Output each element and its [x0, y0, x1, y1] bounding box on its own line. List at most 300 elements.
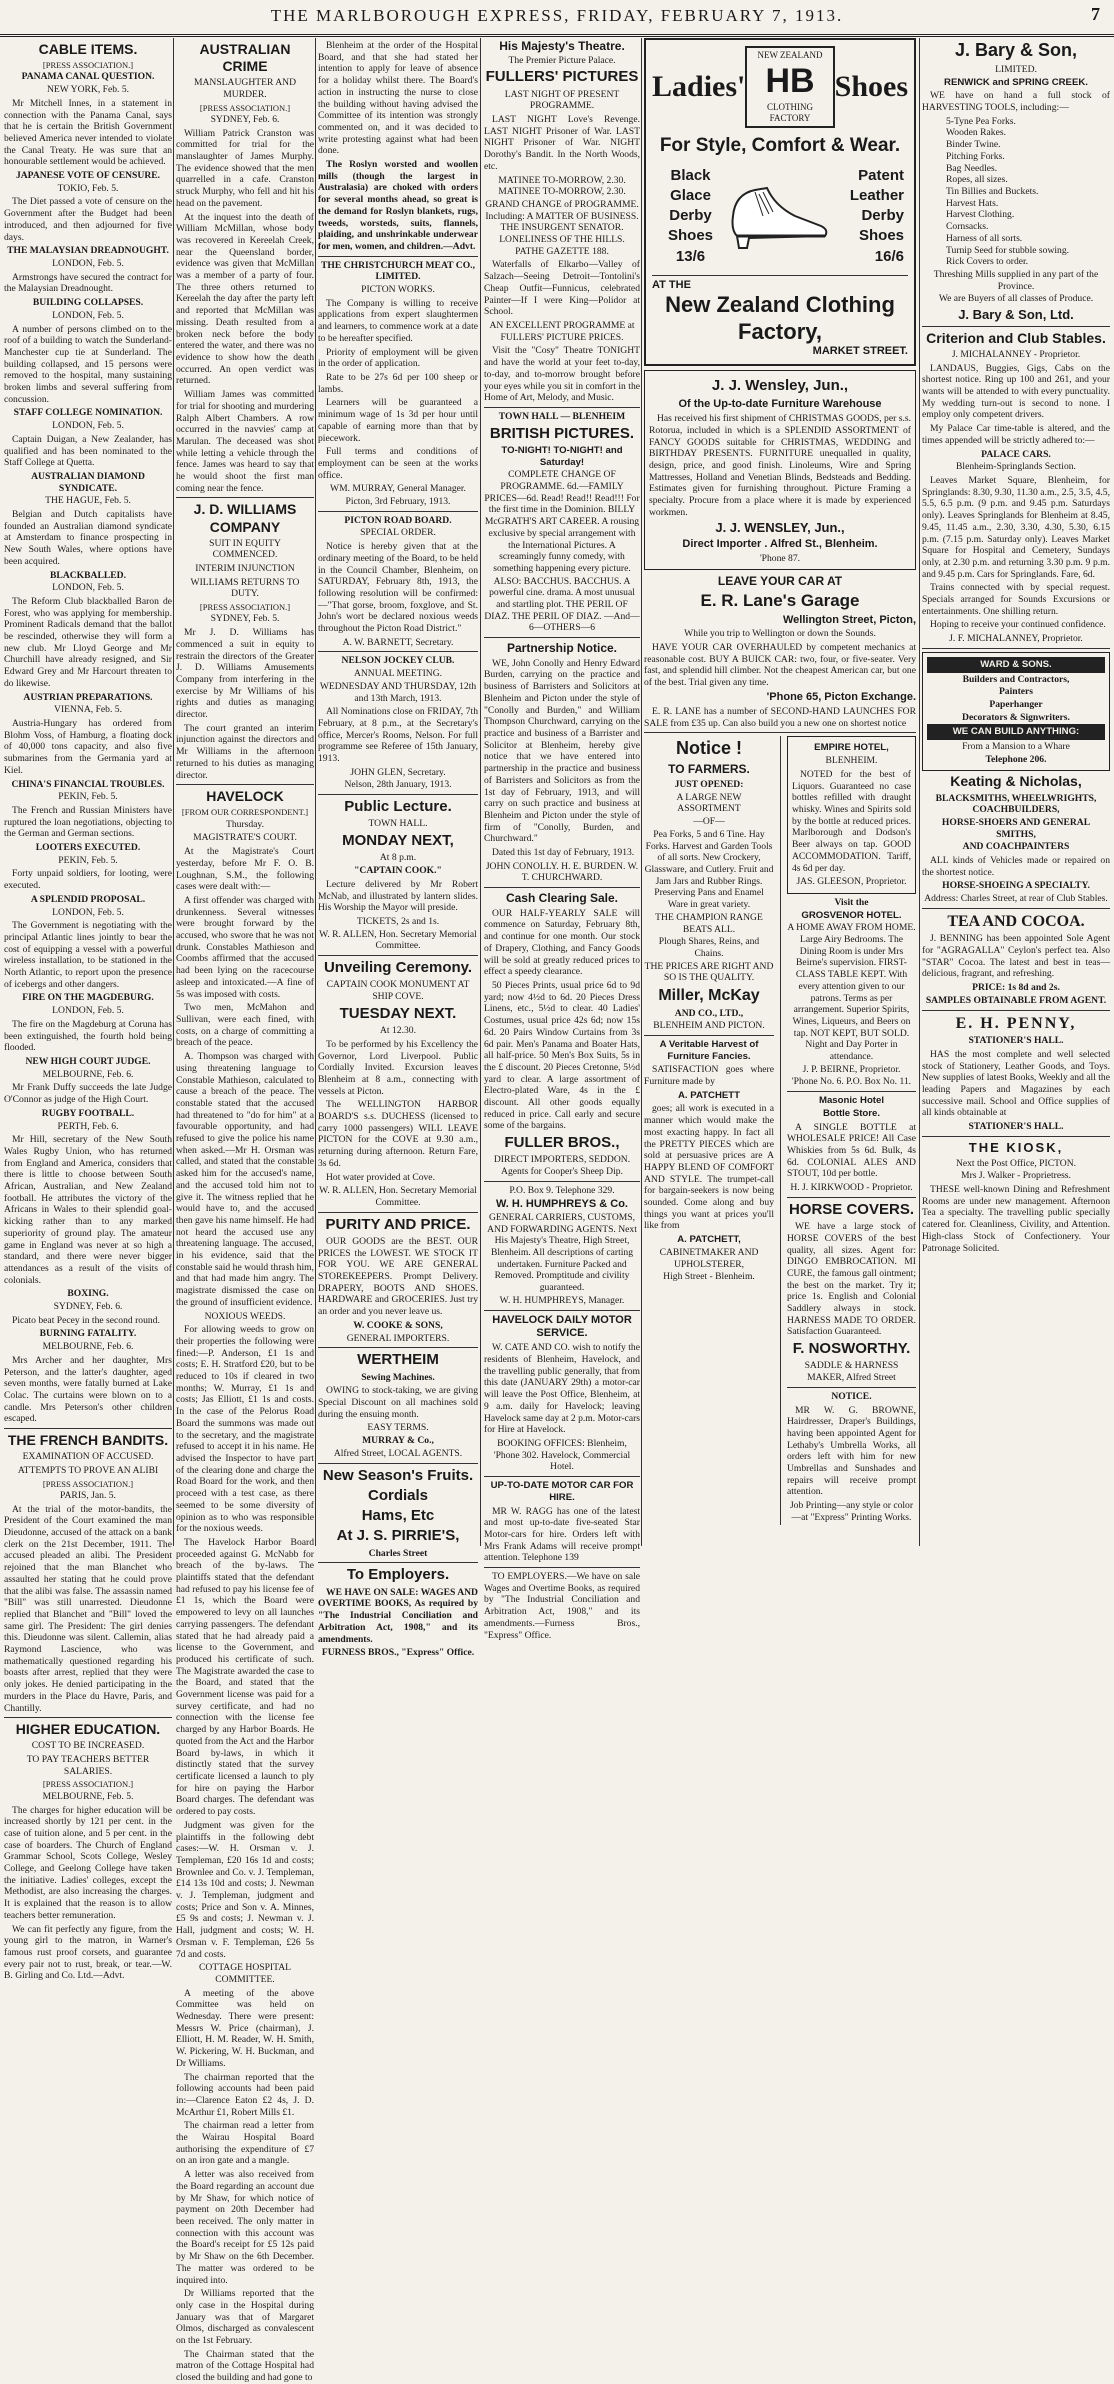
- advertisement-text: The Roslyn worsted and woollen mills (though the largest in Australasia) are choked with orders for several months ahead, so great is the demand for Roslyn blankets, rugs, tweeds, worsteds, suits, flannels, plaiding, and unshrinkable underwear for men, women, and children.—Advt.: [318, 159, 478, 252]
- notice-heading: Public Lecture.: [344, 798, 452, 816]
- notice-text: All Nominations close on FRIDAY, 7th February, at 8 p.m., at the Secretary's office, Mercer's Rooms, Nelson. For full programme see Referee of 15th January, 1913.: [318, 706, 478, 765]
- article-text: Judgment was given for the plaintiffs in the following debt cases:—W. H. Orsman v. J. Templeman, £20 16s 1d and costs; Brownlee and Co. v. J. Templeman, £14 13s 10d and costs; J. Newman v. J. Templeman, judgment and costs; Price and Son v. A. Minnes, £5 9s and costs; J. Newman v. J. Hall, judgment and costs; W. H. Orsman v. F. Templeman, £26 5s 7d and costs.: [176, 1819, 314, 1960]
- tea-heading: TEA AND COCOA.: [947, 912, 1085, 930]
- keating-text: ALL kinds of Vehicles made or repaired on the shortest notice.: [922, 855, 1110, 878]
- dateline: SYDNEY, Feb. 6.: [210, 113, 280, 125]
- cable-item-text: Picato beat Pecey in the second round.: [12, 1314, 160, 1326]
- advert-text: EASY TERMS.: [367, 1422, 429, 1434]
- bary-heading: J. Bary & Son,: [954, 40, 1078, 60]
- press-association: [PRESS ASSOCIATION.]: [42, 1779, 134, 1790]
- cable-item-dateline: NEW YORK, Feb. 5.: [46, 84, 130, 96]
- bary-list-item: Turnip Seed for stubble sowing.: [946, 244, 1070, 256]
- cable-item-dateline: PEKIN, Feb. 5.: [58, 854, 118, 866]
- patchett-trade: CABINETMAKER AND UPHOLSTERER,: [659, 1246, 759, 1270]
- cable-item-text: The fire on the Magdeburg at Coruna has been extinguished, the fourth hold being flooded.: [4, 1018, 172, 1054]
- horse-covers-heading: HORSE COVERS.: [788, 1200, 914, 1218]
- theatre-text: LAST NIGHT OF PRESENT PROGRAMME.: [504, 88, 620, 112]
- right-half: [787, 736, 916, 1524]
- column-adverts-wide: [644, 38, 916, 1546]
- lane-text: While you trip to Wellington or down the Sounds.: [684, 628, 876, 640]
- dateline: SYDNEY, Feb. 5.: [210, 613, 280, 625]
- signature: WM. MURRAY, General Manager.: [330, 483, 466, 495]
- signature: JOHN GLEN, Secretary.: [350, 766, 446, 778]
- criterion-subheading: PALACE CARS.: [981, 448, 1051, 460]
- signature: J. F. MICHALANNEY, Proprietor.: [949, 633, 1083, 645]
- advert-text: BOOKING OFFICES: Blenheim, 'Phone 302. Havelock, Commercial Hotel.: [493, 1438, 631, 1473]
- cable-item-heading: BUILDING COLLAPSES.: [32, 297, 144, 309]
- ward-text: Paperhanger: [989, 698, 1043, 710]
- signature: Picton, 3rd February, 1913.: [345, 496, 451, 508]
- column-rule: [173, 38, 174, 1546]
- keating-address: Address: Charles Street, at rear of Club Stables.: [924, 893, 1108, 905]
- bary-subheading: LIMITED.: [995, 63, 1037, 75]
- wensley-name: J. J. Wensley, Jun.,: [711, 377, 849, 395]
- cable-item-text: Belgian and Dutch capitalists have founded an Australian diamond syndicate at Amsterdam to finance prospecting in New South Wales, where options have been acquired.: [4, 509, 172, 567]
- patchett-name: A. PATCHETT: [678, 1089, 740, 1101]
- notice-text: Rate to be 27s 6d per 100 sheep or lambs.: [318, 371, 478, 395]
- advert-heading: FULLER BROS.,: [504, 1134, 620, 1152]
- empire-heading: EMPIRE HOTEL,: [814, 742, 889, 754]
- notice-text: TICKETS, 2s and 1s.: [356, 916, 440, 927]
- notice-text: Priority of employment will be given in the order of application.: [318, 346, 478, 370]
- cable-item-dateline: LONDON, Feb. 5.: [52, 582, 124, 594]
- subheading: COTTAGE HOSPITAL COMMITTEE.: [199, 1962, 291, 1985]
- theatre-text: LAST NIGHT Love's Revenge. LAST NIGHT Prisoner of War. LAST NIGHT Prisoner of War. NIGHT Dorothy's Bandit. In the North Woods, etc.: [484, 114, 640, 172]
- notice-subheading: "CAPTAIN COOK.": [354, 865, 442, 877]
- article-text: A meeting of the above Committee was held on Wednesday. There were present: Messrs W. Price (chairman), J. Elliott, H. M. Reader, W. H. Smith, W. Pickering, W. H. Buckman, and Dr Williams.: [176, 1987, 314, 2069]
- advert-subheading: Sewing Machines.: [361, 1371, 435, 1383]
- cinema-heading: TOWN HALL — BLENHEIM: [498, 410, 626, 422]
- wensley-address: Direct Importer . Alfred St., Blenheim.: [682, 538, 878, 551]
- hb-address: MARKET STREET.: [812, 344, 908, 357]
- notice-heading: TO FARMERS.: [668, 762, 750, 777]
- hb-shoes: Shoes: [834, 69, 908, 103]
- ward-text: Decorators & Signwriters.: [962, 711, 1070, 723]
- cinema-subheading: TO-NIGHT! TO-NIGHT! and Saturday!: [501, 444, 623, 468]
- advert-subheading: DIRECT IMPORTERS, SEDDON. Agents for Cooper's Sheep Dip.: [493, 1154, 631, 1178]
- subheading: ATTEMPTS TO PROVE AN ALIBI: [17, 1464, 159, 1476]
- kiosk-text: THESE well-known Dining and Refreshment Rooms are under new management. Afternoon Tea a specialty. The travelling public specially catered for. Cleanliness, Civility, and Attention. High-class Stock of Confectionery. Your Patronage Solicited.: [922, 1184, 1110, 1254]
- cable-item-text: Mr Frank Duffy succeeds the late Judge O'Connor as judge of the High Court.: [4, 1082, 172, 1106]
- notice-text: Plough Shares, Reins, and Chains.: [658, 936, 760, 959]
- article-text: Two men, McMahon and Sullivan, were each fined, with costs, on a charge of committing a breach of the peace.: [176, 1002, 314, 1049]
- article-text: The charges for higher education will be increased shortly by 121 per cent. in the case of tuition alone, and 5 per cent. in the case of boarders. The Church of England Grammar School, Scots College, Wesley College, and Geelong College have taken the initiative. Ladies' colleges, except the Methodist, are also increasing the charges. It is explained that the reason is to allow teachers better remuneration.: [4, 1804, 172, 1921]
- kiosk-proprietor: Mrs J. Walker - Proprietress.: [961, 1170, 1071, 1182]
- lane-heading: LEAVE YOUR CAR AT: [717, 574, 843, 589]
- advert-heading: WERTHEIM: [357, 1351, 439, 1369]
- ward-heading: WARD & SONS.: [927, 657, 1105, 673]
- grosvenor-phone: 'Phone No. 6. P.O. Box No. 11.: [791, 1076, 912, 1088]
- dateline: PARIS, Jan. 5.: [60, 1489, 116, 1501]
- bary-list-item: Binder Twine.: [946, 139, 1001, 151]
- signature: J. P. BEIRNE, Proprietor.: [802, 1063, 901, 1075]
- notice-subheading: JUST OPENED:: [674, 779, 744, 791]
- section-heading: J. D. WILLIAMS COMPANY: [193, 501, 297, 535]
- column-entertainment: [484, 38, 640, 1641]
- grosvenor-heading: GROSVENOR HOTEL.: [801, 909, 902, 921]
- theatre-subheading: The Premier Picture Palace.: [508, 54, 616, 66]
- penny-heading: E. H. PENNY,: [955, 1014, 1077, 1032]
- keating-heading: Keating & Nicholas,: [950, 773, 1082, 790]
- subheading: TO PAY TEACHERS BETTER SALARIES.: [26, 1754, 150, 1777]
- cable-item-dateline: VIENNA, Feb. 5.: [54, 704, 122, 716]
- article-text: Blenheim at the order of the Hospital Board, and that she had stated her intention to apply for leave of absence for a holiday whilst there. The Board's action in instructing the nurse to close the building without having advised the Committee of its intention was strongly commented on, and it was decided to write protesting against what had been done.: [318, 40, 478, 157]
- cable-item-heading: RUGBY FOOTBALL.: [41, 1107, 135, 1119]
- article-text: William Patrick Cranston was committed for trial for the manslaughter of James Murphy. The evidence showed that the men quarrelled in a cafe. Cranston struck Murphy, who fell and hit his head on the pavement.: [176, 127, 314, 209]
- wensley-advert: [644, 370, 916, 570]
- column-adverts-right: [922, 38, 1110, 1546]
- subheading: MANSLAUGHTER AND MURDER.: [193, 77, 297, 100]
- column-rule: [641, 38, 642, 1546]
- bary-list: [922, 116, 1110, 268]
- subheading: SUIT IN EQUITY COMMENCED.: [209, 537, 281, 561]
- press-association: [PRESS ASSOCIATION.]: [42, 1478, 134, 1489]
- advert-text: OUR GOODS are the BEST. OUR PRICES the LOWEST. WE STOCK IT FOR YOU. WE ARE GENERAL STOREKEEPERS. Prompt Delivery. DRAPERY, BOOTS AND SHOES. HARDWARE and GROCERIES. Just try an order and you never leave us.: [318, 1235, 478, 1318]
- cable-item-heading: CHINA'S FINANCIAL TROUBLES.: [11, 778, 165, 790]
- lane-text: HAVE YOUR CAR OVERHAULED by competent mechanics at reasonable cost. BUY A BUICK CAR: two, four, or five-seater. Very fast, and splendid hill climber. Not the cheapest American car, but one of the best. Trial given any time.: [644, 641, 916, 688]
- signature: W. R. ALLEN, Hon. Secretary Memorial Committee.: [319, 1185, 477, 1208]
- tea-samples: SAMPLES OBTAINABLE FROM AGENT.: [925, 994, 1107, 1006]
- notice-text: The Company is willing to receive applications from expert slaughtermen and learners, to commence work at a date to be hereafter specified.: [318, 297, 478, 344]
- bary-list-item: Ropes, all sizes.: [946, 174, 1008, 186]
- cable-item-heading: LOOTERS EXECUTED.: [35, 842, 141, 854]
- bary-list-item: Rick Covers to order.: [946, 256, 1029, 268]
- press-association: [PRESS ASSOCIATION.]: [42, 60, 134, 71]
- notice-subheading: At 12.30.: [380, 1025, 416, 1037]
- dateline: MELBOURNE, Feb. 5.: [42, 1790, 134, 1802]
- kiosk-subheading: Next the Post Office, PICTON.: [955, 1157, 1077, 1169]
- cable-item-heading: A SPLENDID PROPOSAL.: [30, 893, 146, 905]
- notice-subheading: ANNUAL MEETING.: [353, 668, 443, 680]
- bary-list-item: Harvest Hats.: [946, 197, 999, 209]
- cable-item-heading: AUSTRALIAN DIAMOND SYNDICATE.: [31, 470, 145, 494]
- hb-logo: [745, 46, 834, 128]
- notice-subheading: WEDNESDAY AND THURSDAY, 12th and 13th March, 1913.: [319, 680, 477, 704]
- notice-text: WE, John Conolly and Henry Edward Burden, carrying on the practice and business of Barristers and Solicitors at Blenheim and Picton under the style of "Conolly and Burden," and William Thompson Churchward, carrying on the practice and business of a Barrister and Solicitor at Blenheim, hereby give notice that we have entered into partnership in the practice and business of Barristers and Solicitors as from the 1st day of February, 1913, and will carry on such practice and business at Blenheim and Picton under the style of firm of "Conolly, Burden, and Churchward.": [484, 657, 640, 845]
- masonic-heading: Bottle Store.: [822, 1107, 881, 1119]
- advert-subheading: GENERAL IMPORTERS.: [346, 1332, 450, 1344]
- cable-item-text: Austria-Hungary has ordered from Blohm Voss, of Hamburg, a floating dock of 40,000 tons capacity, and also five submarines from the Germania yard at Kiel.: [4, 718, 172, 776]
- cable-item-heading: AUSTRIAN PREPARATIONS.: [23, 691, 153, 703]
- bary-list-item: 5-Tyne Pea Forks.: [946, 115, 1016, 127]
- article-text: The chairman reported that the following accounts had been paid in:—Clarence Eaton £2 4s, J. D. McArthur £1, Robert Mills £1.: [176, 2071, 314, 2118]
- lane-text: E. R. LANE has a number of SECOND-HAND LAUNCHES FOR SALE from £35 up. Can also build you a new one on shortest notice: [644, 706, 916, 729]
- cable-item-dateline: PEKIN, Feb. 5.: [58, 791, 118, 803]
- cable-item-dateline: LONDON, Feb. 5.: [52, 906, 124, 918]
- patchett-name: A. PATCHETT,: [677, 1234, 741, 1246]
- horse-covers-text: WE have a large stock of HORSE COVERS of the best quality, all sizes. Agent for: DINGO EMBROCATION. MI CURE, the famous gall ointment; the best on the market. Try it; price 1s. English and Colonial Saddlery always in stock. HARNESS MADE TO ORDER. Satisfaction Guaranteed.: [786, 1221, 916, 1338]
- keating-text: HORSE-SHOEING A SPECIALTY.: [942, 880, 1090, 892]
- theatre-text: MATINEE TO-MORROW, 2.30. MATINEE TO-MORROW, 2.30.: [498, 174, 626, 198]
- advert-text: TO EMPLOYERS.—We have on sale Wages and Overtime Books, as required by "The Industrial Conciliation and Arbitration Act, 1908," and its amendments.—Furness Bros., "Express" Office.: [484, 1571, 640, 1641]
- advert-text: FURNESS BROS., "Express" Office.: [321, 1647, 475, 1659]
- hb-ladies: Ladies': [652, 69, 746, 103]
- penny-subheading: STATIONER'S HALL.: [968, 1121, 1064, 1133]
- notice-text: THE PRICES ARE RIGHT AND SO IS THE QUALITY.: [644, 960, 774, 984]
- advert-text: W. CATE AND CO. wish to notify the residents of Blenheim, Havelock, and the travelling public generally, that from this date (JANUARY 29th) a motor-car will leave the Post Office, Blenheim, at 9 a.m. daily for Havelock; leaving Havelock same day at 2 p.m. Motor-cars for Hire at Havelock.: [484, 1342, 640, 1436]
- page-number: 7: [1091, 4, 1100, 24]
- masthead-title: THE MARLBOROUGH EXPRESS, FRIDAY, FEBRUARY 7, 1913.: [270, 6, 844, 25]
- theatre-text: Visit the "Cosy" Theatre TONIGHT and have the world at your feet to-day, to-day, and to-morrow brought before your eyes while you sit in comfort in the Home of Art, Melody, and Music.: [484, 345, 640, 404]
- cable-item-text: Mr Hill, secretary of the New South Wales Rugby Union, who has returned from England and America, considers that there is little to choose between South African, Australian, and New Zealand football. He attributes the victory of the Africans in Wales to their splendid goal-kicking rather than to any marked superiority of ground play. The amateur game in England was never at so high a standard, and there were never bigger attendances as a result of the visits of colonials.: [4, 1134, 172, 1286]
- advert-heading: MURRAY & Co.,: [362, 1435, 434, 1447]
- tea-text: J. BENNING has been appointed Sole Agent for "AGRAGALLA" Ceylon's perfect tea. Also "STAR" Cocoa. The latest and best in teas—delicious, fragrant, and refreshing.: [922, 933, 1110, 980]
- press-association: [PRESS ASSOCIATION.]: [199, 602, 291, 613]
- advert-text: MR W. RAGG has one of the latest and most up-to-date five-seated Star Motor-cars for hire. Orders left with Mrs Frank Adams will receive prompt attention. Telephone 139: [484, 1505, 640, 1564]
- column-news: [176, 38, 314, 2384]
- ward-phone: Telephone 206.: [985, 753, 1047, 765]
- notice-text: Learners will be guaranteed a minimum wage of 1s 3d per hour until capable of earning more than that by piecework.: [318, 397, 478, 444]
- advert-heading: UP-TO-DATE MOTOR CAR FOR HIRE.: [490, 1480, 634, 1503]
- bary-list-item: Bag Needles.: [946, 162, 998, 174]
- hb-tagline: For Style, Comfort & Wear.: [659, 135, 901, 157]
- notice-text: THE CHAMPION RANGE BEATS ALL.: [655, 911, 763, 935]
- signature: A. W. BARNETT, Secretary.: [342, 636, 454, 648]
- cable-item-heading: PANAMA CANAL QUESTION.: [21, 71, 155, 83]
- empire-hotel-advert: [787, 736, 916, 893]
- article-text: A. Thompson was charged with using threatening language to Constable Mathieson, calculated to cause a breach of the peace. The constable stated that the accused had threatened to "do for him" at a favourable opportunity, and had refused to give the police his name when asked.—Mr H. Orsman was called, and stated that the constable asked him for the accused's name, and the accused told him not to give it. The witness replied that he would have to, and the accused then gave his name himself. He had not heard the accused use any threatening language. The accused, in his evidence, said that the constable said he would thrash him, and that had made him angry. The magistrate dismissed the case on the ground of insufficient evidence.: [176, 1051, 314, 1308]
- cable-item-heading: THE MALAYSIAN DREADNOUGHT.: [7, 245, 169, 257]
- miller-subheading: AND CO., LTD.,: [674, 1007, 744, 1019]
- notice-heading: NOTICE.: [831, 1390, 872, 1402]
- advert-text: GENERAL CARRIERS, CUSTOMS, AND FORWARDING AGENTS. Next His Majesty's Theatre, High Street, Blenheim. All descriptions of carting undertaken. Furniture Packed and Removed. Promptitude and civility guaranteed.: [487, 1211, 637, 1294]
- wensley-text: Has received his first shipment of CHRISTMAS GOODS, per s.s. Rotorua, included in which is a SPLENDID ASSORTMENT of FANCY GOODS suitable for CHRISTMAS, WEDDING and BIRTHDAY PRESENTS. FURNITURE unequalled in quality, design, price, and good finish. Linoleums, Wire and Spring Mattresses, Holland and Venetian Blinds, Bedsteads and Bedding. Estimates given for furnishing throughout. Picture Framing a specialty. Procure from a place where it is made by experienced workmen.: [649, 413, 911, 518]
- hb-logo-cf: CLOTHING FACTORY: [767, 102, 813, 124]
- split-adverts: [644, 736, 916, 1524]
- advert-text: WE HAVE ON SALE: WAGES AND OVERTIME BOOKS, As required by "The Industrial Conciliation and Arbitration Act, 1908," and its amendments.: [318, 1586, 478, 1645]
- advert-text: OWING to stock-taking, we are giving Special Discount on all machines sold during the ensuing month.: [318, 1385, 478, 1420]
- article-text: The court granted an interim injunction against the directors and Mr Williams in the afternoon returned to his duties as managing director.: [176, 722, 314, 781]
- column-rule: [780, 736, 781, 1524]
- cinema-text: COMPLETE CHANGE OF PROGRAMME. 6d.—FAMILY PRICES—6d. Read! Read!! Read!!! For the first time in the Dominion. BILLY McGRATH'S ART CAREER. A rousing exclusive by special arrangement with the International Pictures. A screamingly funny comedy, with something happening every picture.: [484, 469, 640, 574]
- bary-text: WE have on hand a full stock of HARVESTING TOOLS, including:—: [922, 90, 1110, 114]
- hb-at: AT THE: [652, 278, 691, 291]
- bary-text: We are Buyers of all classes of Produce.: [938, 293, 1094, 305]
- patchett-text: SATISFACTION goes where Furniture made by: [644, 1064, 774, 1088]
- advert-heading: PURITY AND PRICE.: [325, 1215, 471, 1233]
- notice-text: 50 Pieces Prints, usual price 6d to 9d yard; now 4½d to 6d. 20 Pieces Dress Linens, etc., 5½d to clear. 40 Ladies' Costumes, usual price 42s 6d; now 15s 6d. 20 Pairs Window Curtains from 3s 6d pair. Men's Panama and Boater Hats, all half-price. 50 Men's Box Suits, 5s in the £ discount. 20 Pieces Cretonne, 5½d yard to clear. A large assortment of Electro-plated Ware, 4s in the £ discount. All other goods equally reduced in price. Call early and secure some of the bargains.: [484, 979, 640, 1132]
- article-text: At the Magistrate's Court yesterday, before Mr F. O. B. Loughnan, S.M., the following cases were dealt with:—: [176, 846, 314, 893]
- cable-item-dateline: PERTH, Feb. 6.: [57, 1120, 119, 1132]
- bary-list-item: Harness of all sorts.: [946, 232, 1023, 244]
- penny-subheading: STATIONER'S HALL.: [968, 1035, 1064, 1047]
- cable-item-text: Armstrongs have secured the contract for the Malaysian Dreadnought.: [4, 271, 172, 295]
- advert-heading: W. COOKE & SONS,: [353, 1319, 443, 1331]
- advertisement-text: We can fit perfectly any figure, from the young girl to the matron, in Warner's famous rust proof corsets, and guarantee every pair not to rust, break, or tear.—W. B. Girling and Co. Ltd.—Advt.: [4, 1923, 172, 1982]
- signature: H. J. KIRKWOOD - Proprietor.: [790, 1182, 913, 1194]
- penny-text: HAS the most complete and well selected stock of Stationery, Leather Goods, and Toys. New supplies of latest Books, Weekly and all the leading Papers and Magazines by each successive mail. School and Office supplies of all kinds obtainable at: [922, 1048, 1110, 1119]
- nosworthy-trade: SADDLE & HARNESS MAKER, Alfred Street: [804, 1360, 899, 1384]
- column-rule: [315, 38, 316, 1546]
- article-text: The Havelock Harbor Board proceeded against G. McNabb for breach of the by-laws. The plaintiffs stated that the defendant had refused to pay his license fee of £1 1s, which the Board were empowered to levy on all launches carrying passengers. The defendant stated that he had already paid a license to the Government, and produced his certificate of such. The Magistrate awarded the case to the Board, and stated that the Government license was paid for a survey certificate, and had no connection with the license fee charged by any Harbor Boards. He quoted from the Act and the Harbor Board by-laws, in which it distinctly stated that the survey certificate licensed a launch to ply for hire on paying the Harbor Board charges. The defendant was ordered to pay costs.: [176, 1536, 314, 1818]
- theatre-text: AN EXCELLENT PROGRAMME at FULLERS' PICTURE PRICES.: [489, 319, 635, 343]
- cable-item-text: The Reform Club blackballed Baron de Forest, who was applying for membership. Prominent Radicals demand that the ballot be rescinded, otherwise they will form a new club. Mr Lloyd George and Mr Churchill have already resigned, and Sir Edward Grey and Mr Harcourt threaten to do likewise.: [4, 595, 172, 689]
- shoe-illustration-icon: [725, 176, 835, 256]
- advert-heading: To Employers.: [346, 1566, 450, 1584]
- notice-text: Notice is hereby given that at the ordinary meeting of the Board, to be held in the Council Chamber, Blenheim, on SATURDAY, February 8th, 1913, the following resolution will be confirmed:—"That gorse, broom, foxglove, and St. John's wort be declared noxious weeds throughout the Picton Road District.": [318, 541, 478, 635]
- column-cable-items: [4, 38, 172, 1982]
- notice-subheading: CAPTAIN COOK MONUMENT AT SHIP COVE.: [326, 979, 470, 1003]
- advert-heading: Hams, Etc: [361, 1507, 435, 1525]
- article-text: Dr Williams reported that the only case in the Hospital during January was that of Margaret Olmos, discharged as convalescent on the 1st February.: [176, 2288, 314, 2347]
- patchett-address: High Street - Blenheim.: [663, 1271, 755, 1283]
- cable-item-dateline: LONDON, Feb. 5.: [52, 257, 124, 269]
- notice-subheading: PICTON WORKS.: [361, 284, 435, 296]
- notice-text: Pea Forks, 5 and 6 Tine. Hay Forks. Harvest and Garden Tools of all sorts. New Crockery, Glassware, and Cutlery. Fruit and Jam Jars and Rubber Rings. Preserving Pans and Enamel Ware in great variety.: [644, 828, 774, 911]
- lane-address: Wellington Street, Picton,: [782, 613, 916, 626]
- cable-item-heading: BLACKBALLED.: [50, 569, 126, 581]
- article-text: Mr J. D. Williams has commenced a suit in equity to restrain the directors of the Greater J. D. Williams Amusements Company from interfering in the exercise by Mr Williams of his rights and duties as managing director.: [176, 627, 314, 721]
- advert-subheading: Charles Street: [368, 1547, 428, 1559]
- criterion-text: My Palace Car time-table is altered, and the times appended will be strictly adhered to:—: [922, 423, 1110, 446]
- empire-subheading: BLENHEIM.: [825, 755, 878, 767]
- cable-item-dateline: LONDON, Feb. 5.: [52, 1005, 124, 1017]
- kiosk-heading: THE KIOSK,: [968, 1139, 1064, 1155]
- ward-text: Painters: [998, 686, 1034, 698]
- cable-item-text: The Diet passed a vote of censure on the Government after the Budget had been introduced, and then adjourned for five days.: [4, 196, 172, 243]
- empire-text: NOTED for the best of Liquors. Guaranteed no case bottles refilled with draught whisky. Wines and Spirits sold by the bottle at reduced prices. Marlborough and Dodson's Beer always on tap. GOOD ACCOMMODATION. Tariff, 4s 6d per day.: [791, 768, 911, 874]
- signature: JAS. GLEESON, Proprietor.: [796, 876, 907, 888]
- notice-heading: NELSON JOCKEY CLUB.: [341, 655, 455, 667]
- lane-phone: 'Phone 65, Picton Exchange.: [766, 690, 916, 703]
- hb-right-price: 16/6: [874, 247, 904, 265]
- dateline: Thursday.: [225, 818, 264, 830]
- masonic-text: A SINGLE BOTTLE at WHOLESALE PRICE! All Case Whiskies from 5s 6d. Bulk, 4s 6d. COLONIAL ALES AND STOUT, 10d per bottle.: [786, 1121, 916, 1180]
- cable-item-dateline: SYDNEY, Feb. 6.: [53, 1301, 123, 1313]
- notice-heading: Notice !: [675, 738, 742, 759]
- notice-heading: Cash Clearing Sale.: [505, 891, 619, 906]
- bary-list-item: Wooden Rakes.: [946, 127, 1006, 139]
- cable-item-heading: BOXING.: [67, 1288, 109, 1300]
- criterion-text: Hoping to receive your continued confidence.: [930, 619, 1106, 631]
- column-notices: [318, 38, 478, 1659]
- lane-garage-advert: [644, 574, 916, 729]
- bary-list-item: Tin Billies and Buckets.: [946, 185, 1039, 197]
- cable-item-dateline: MELBOURNE, Feb. 6.: [42, 1068, 134, 1080]
- hb-right-shoe: Patent Leather Derby Shoes: [849, 166, 904, 245]
- keating-subheading: HORSE-SHOERS AND GENERAL SMITHS,: [941, 816, 1091, 840]
- theatre-heading: FULLERS' PICTURES: [485, 68, 639, 86]
- notice-heading: PICTON ROAD BOARD.: [344, 514, 452, 526]
- notice-heading: Unveiling Ceremony.: [323, 959, 473, 977]
- bary-list-item: Harvest Clothing.: [946, 209, 1015, 221]
- advert-heading: New Season's Fruits.: [322, 1466, 474, 1484]
- wensley-name: J. J. WENSLEY, Jun.,: [715, 520, 845, 536]
- notice-text: Dated this 1st day of February, 1913.: [492, 847, 635, 859]
- cable-item-text: The Government is negotiating with the principal Atlantic lines jointly to bear the cost of equipping a vessel with a powerful wireless installation, to be stationed in the North Atlantic, to report upon the presence of icebergs and other dangers.: [4, 920, 172, 990]
- hb-company: New Zealand Clothing Factory,: [665, 292, 895, 344]
- notice-text: OUR HALF-YEARLY SALE will commence on Saturday, February 8th, and continue for one month. Our stock of Drapery, Clothing, and Fancy Goods will be sold at greatly reduced prices to effect a speedy clearance.: [484, 907, 640, 978]
- cable-item-dateline: TOKIO, Feb. 5.: [57, 182, 119, 194]
- criterion-proprietor: J. MICHALANNEY - Proprietor.: [951, 348, 1081, 360]
- grosvenor-heading: Visit the: [834, 896, 869, 908]
- article-text: A letter was also received from the Board regarding an account due by Mr Shaw, for which notice of payment on 20th December had been received. The only matter in connection with this account was the Board's receipt for £5 12s paid by Mr Shaw on the 6th December. The matter was ordered to be inquired into.: [176, 2169, 314, 2286]
- cable-item-heading: BURNING FATALITY.: [39, 1328, 137, 1340]
- correspondent: [FROM OUR CORRESPONDENT.]: [181, 807, 309, 818]
- cable-item-dateline: THE HAGUE, Feb. 5.: [45, 495, 131, 507]
- wensley-phone: 'Phone 87.: [759, 552, 801, 564]
- cable-item-heading: FIRE ON THE MAGDEBURG.: [22, 992, 154, 1004]
- cable-item-text: Mr Mitchell Innes, in a statement in connection with the Panama Canal, says that he is certain the British Government believed America never intended to violate the Canal Treaty. He was sure that an honourable settlement would be achieved.: [4, 97, 172, 168]
- bary-text: Threshing Mills supplied in any part of the Province.: [933, 268, 1099, 292]
- wensley-sub: Of the Up-to-date Furniture Warehouse: [678, 397, 882, 410]
- signature: JOHN CONOLLY. H. E. BURDEN. W. T. CHURCHWARD.: [485, 860, 639, 884]
- signature: Nelson, 28th January, 1913.: [344, 779, 452, 791]
- section-heading: HIGHER EDUCATION.: [15, 1721, 161, 1738]
- cable-item-text: Forty unpaid soldiers, for looting, were executed.: [4, 868, 172, 892]
- signature: W. H. HUMPHREYS, Manager.: [499, 1294, 625, 1306]
- miller-heading: Miller, McKay: [658, 987, 760, 1005]
- subheading: COST TO BE INCREASED.: [31, 1740, 145, 1752]
- theatre-text: Waterfalls of Elkarbo—Valley of Salzach—Seeing Detroit—Tontolini's Cheap Outfit—Funnicus, celebrated Painter—If I were King—Polidor at School.: [484, 259, 640, 318]
- cable-items-list: [4, 71, 172, 1425]
- notice-text: —OF—: [693, 816, 725, 828]
- bary-list-item: Cornsacks.: [946, 221, 989, 233]
- criterion-heading: Criterion and Club Stables.: [926, 329, 1106, 346]
- ward-text: From a Mansion to a Whare: [962, 741, 1070, 753]
- left-half: [644, 736, 774, 1524]
- column-rule: [919, 38, 920, 1546]
- cinema-heading: BRITISH PICTURES.: [489, 424, 635, 442]
- hb-left-shoe: Black Glace Derby Shoes: [667, 166, 713, 245]
- subheading: MAGISTRATE'S COURT.: [193, 832, 297, 844]
- section-heading: HAVELOCK: [206, 788, 284, 805]
- notice-heading: MONDAY NEXT,: [342, 832, 454, 850]
- advert-heading: W. H. HUMPHREYS & Co.: [495, 1197, 628, 1210]
- notice-text: Lecture delivered by Mr Robert McNab, and illustrated by lantern slides. His Worship the Mayor will preside.: [318, 878, 478, 914]
- notice-heading: Partnership Notice.: [506, 641, 618, 656]
- cable-item-dateline: LONDON, Feb. 5.: [52, 420, 124, 432]
- advert-heading: At J. S. PIRRIE'S,: [336, 1527, 460, 1545]
- printing-notice: Job Printing—any style or color—at "Express" Printing Works.: [789, 1500, 914, 1523]
- cable-item-heading: STAFF COLLEGE NOMINATION.: [13, 407, 163, 419]
- tea-price: PRICE: 1s 8d and 2s.: [972, 982, 1060, 994]
- hb-left-price: 13/6: [675, 247, 706, 265]
- article-text: At the trial of the motor-bandits, the President of the Court examined the man Dieudonne, accused of the attack on a bank clerk on the 21st December, 1911. The accused pleaded an alibi. The President rejoined that the man Blanchet who assaulted her stating that he could prove that the alibi was false. The assassin named "Bill" was still unarrested. Dieudonne replied that Blanchet and "Bill" loved the same girl. The President: The girl denies this. Dieudonne was silent. Callemin, alias Raymond Lascience, who was mathematically questioned regarding his boasts after arrest, replied that they were only jokes. He denied participating in the murders in the Place du Havre, Paris, and Chantilly.: [4, 1503, 172, 1714]
- hb-shoes-advert: [644, 38, 916, 366]
- ward-text: Builders and Contractors,: [962, 673, 1070, 685]
- subheading: WILLIAMS RETURNS TO DUTY.: [190, 576, 300, 600]
- article-text: At the inquest into the death of William McMillan, whose body was recovered in Kereelah Creek, near the Queensland border, evidence was given that McMillan was a member of a party of four. The three others returned to Kereelah the day after the party left and reported that McMillan was missing. Death resulted from a broken neck before the body entered the water, and there was no evidence to show how the death occurred. An open verdict was returned.: [176, 211, 314, 387]
- miller-address: BLENHEIM AND PICTON.: [653, 1020, 765, 1032]
- cable-item-heading: NEW HIGH COURT JUDGE.: [25, 1055, 151, 1067]
- patchett-heading: A Veritable Harvest of Furniture Fancies.: [659, 1038, 759, 1062]
- subheading: EXAMINATION OF ACCUSED.: [22, 1451, 154, 1463]
- bary-heading: J. Bary & Son, Ltd.: [958, 307, 1074, 323]
- cable-item-dateline: LONDON, Feb. 5.: [52, 309, 124, 321]
- cable-item-text: A number of persons climbed on to the roof of a building to watch the Sunderland-Manchester cup tie at Sunderland. The building collapsed, and 15 persons were removed to the hospital, many sustaining broken limbs and several suffering from concussion.: [4, 323, 172, 405]
- section-heading: THE FRENCH BANDITS.: [7, 1432, 169, 1449]
- article-text: A first offender was charged with drunkenness. Several witnesses were brought forward by the accused, who swore that he was not drunk. Constables Mathieson and Coombs affirmed that the accused had been lying on the racecourse asleep and intoxicated.—A fine of 5s was imposed with costs.: [176, 894, 314, 1000]
- cable-item-heading: JAPANESE VOTE OF CENSURE.: [15, 170, 161, 182]
- article-text: The Chairman stated that the matron of the Cottage Hospital had closed the building and had gone to: [176, 2348, 314, 2384]
- theatre-heading: His Majesty's Theatre.: [499, 39, 625, 53]
- press-association: [PRESS ASSOCIATION.]: [199, 102, 291, 113]
- criterion-text: Leaves Market Square, Blenheim, for Springlands: 8.30, 9.30, 11.30 a.m., 2.5, 3.5, 4.5, 5.5, 6.5 p.m. (9 p.m. and 9.45 p.m. Saturdays only). Leaves Springlands for Blenheim at 8.45, 9.45, 11.45 a.m., 2.30, 3.30, 4.30, 5.30, 6.15 p.m. (7.15 p.m. Saturday only). Leaves Market Square for Hospital and Cemetery, Sundays only, at 2.30 p.m. and returning 3.30 p.m. 9 p.m. and 9.45 p.m. Cars for Springlands. Fare, 6d.: [922, 474, 1110, 580]
- hb-logo-letters: HB: [765, 61, 815, 100]
- keating-subheading: AND COACHPAINTERS: [962, 841, 1070, 853]
- theatre-text: GRAND CHANGE of PROGRAMME. Including: A MATTER OF BUSINESS. THE INSURGENT SENATOR. LONELINESS OF THE HILLS. PATHE GAZETTE 188.: [485, 198, 639, 257]
- patchett-text: goes; all work is executed in a manner which would make the most exacting happy. In fact all the PRETTY PIECES which are sold at persuasive prices are A HAPPY BLEND OF COMFORT AND STYLE. The trumpet-call for bargain-seekers is now being sounded. Come along and buy things you want at prices you'll like from: [644, 1103, 774, 1232]
- criterion-text: Trains connected with by special request. Specials arranged for Sounds Excursions or entertainments. One shilling return.: [922, 582, 1110, 617]
- cable-item-text: The French and Russian Ministers have ruptured the loan negotiations, objecting to the German and German sections.: [4, 804, 172, 840]
- hb-logo-nz: NEW ZEALAND: [757, 50, 823, 60]
- notice-text: Hot water provided at Cove.: [326, 1171, 435, 1183]
- advert-heading: HAVELOCK DAILY MOTOR SERVICE.: [492, 1313, 632, 1339]
- cinema-text: ALSO: BACCHUS. BACCHUS. A powerful cine. drama. A most unusual and startling plot. THE PERIL OF DIAZ. THE PERIL OF DIAZ. —And— 6—OTHERS—6: [484, 575, 640, 634]
- bary-list-item: Pitching Forks.: [946, 150, 1005, 162]
- criterion-subheading: Blenheim-Springlands Section.: [956, 461, 1076, 473]
